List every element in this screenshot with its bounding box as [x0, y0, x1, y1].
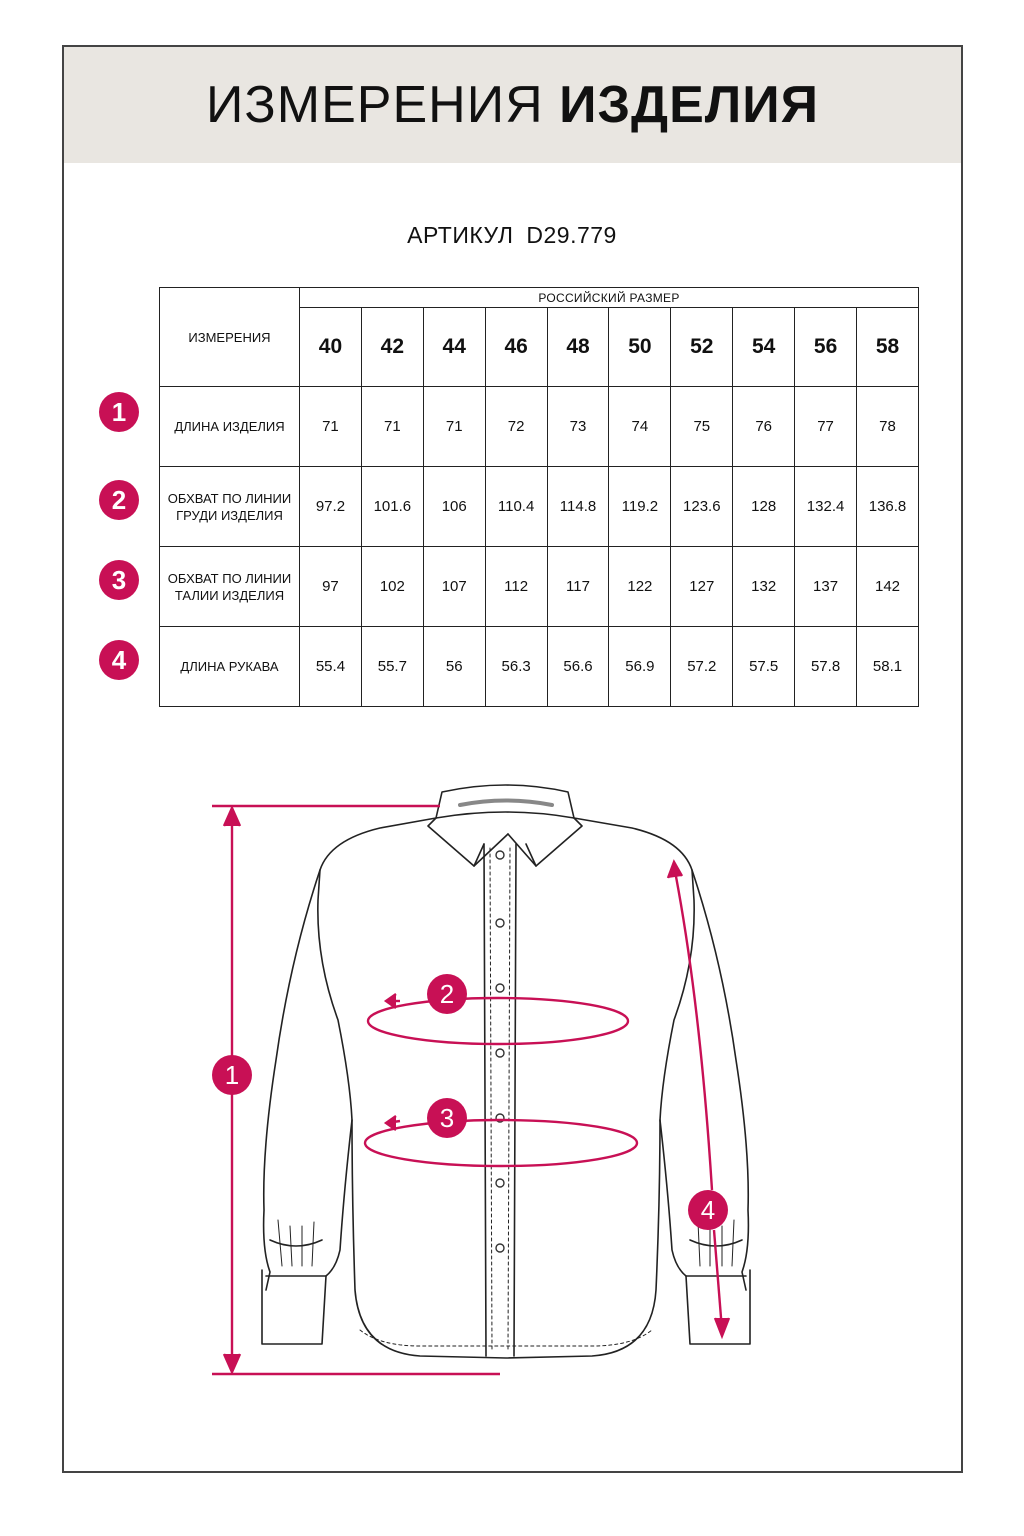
buttons: [496, 851, 504, 1252]
svg-text:3: 3: [439, 1103, 455, 1133]
value-cell: 74: [609, 387, 671, 467]
value-cell: 57.8: [795, 627, 857, 707]
marker-2-badge: [427, 974, 467, 1014]
row-number-badge: 2: [99, 480, 139, 520]
chest-indicator: [368, 994, 628, 1044]
value-cell: 127: [671, 547, 733, 627]
svg-text:2: 2: [439, 979, 455, 1009]
value-cell: 71: [361, 387, 423, 467]
title-bold: ИЗДЕЛИЯ: [559, 76, 819, 134]
value-cell: 136.8: [857, 467, 919, 547]
value-cell: 119.2: [609, 467, 671, 547]
size-header: РОССИЙСКИЙ РАЗМЕР: [300, 288, 919, 308]
size-header-cell: 42: [361, 308, 423, 387]
length-indicator: [212, 806, 500, 1374]
value-cell: 122: [609, 547, 671, 627]
marker-1-badge: [212, 1055, 252, 1095]
measurements-header: ИЗМЕРЕНИЯ: [160, 288, 300, 387]
value-cell: 137: [795, 547, 857, 627]
size-header-cell: 54: [733, 308, 795, 387]
value-cell: 128: [733, 467, 795, 547]
row-label: ОБХВАТ ПО ЛИНИИ ГРУДИ ИЗДЕЛИЯ: [160, 467, 300, 547]
value-cell: 55.7: [361, 627, 423, 707]
svg-text:1: 1: [224, 1060, 240, 1090]
value-cell: 101.6: [361, 467, 423, 547]
value-cell: 75: [671, 387, 733, 467]
size-header-cell: 58: [857, 308, 919, 387]
row-number-badge: 4: [99, 640, 139, 680]
value-cell: 73: [547, 387, 609, 467]
value-cell: 78: [857, 387, 919, 467]
row-number-badge: 1: [99, 392, 139, 432]
article-number: АРТИКУЛ D29.779: [407, 222, 617, 248]
value-cell: 58.1: [857, 627, 919, 707]
size-header-cell: 52: [671, 308, 733, 387]
value-cell: 57.2: [671, 627, 733, 707]
size-header-cell: 56: [795, 308, 857, 387]
value-cell: 107: [423, 547, 485, 627]
marker-3-badge: [427, 1098, 467, 1138]
size-header-cell: 46: [485, 308, 547, 387]
value-cell: 132.4: [795, 467, 857, 547]
value-cell: 97: [300, 547, 362, 627]
row-label: ОБХВАТ ПО ЛИНИИ ТАЛИИ ИЗДЕЛИЯ: [160, 547, 300, 627]
size-header-cell: 44: [423, 308, 485, 387]
value-cell: 71: [423, 387, 485, 467]
svg-text:4: 4: [700, 1195, 716, 1225]
value-cell: 55.4: [300, 627, 362, 707]
value-cell: 56.9: [609, 627, 671, 707]
value-cell: 56.3: [485, 627, 547, 707]
row-label: ДЛИНА РУКАВА: [160, 627, 300, 707]
value-cell: 112: [485, 547, 547, 627]
value-cell: 71: [300, 387, 362, 467]
waist-indicator: [365, 1116, 637, 1166]
value-cell: 142: [857, 547, 919, 627]
value-cell: 56: [423, 627, 485, 707]
value-cell: 77: [795, 387, 857, 467]
marker-4-badge: [688, 1190, 728, 1230]
value-cell: 123.6: [671, 467, 733, 547]
row-number-badge: 3: [99, 560, 139, 600]
value-cell: 117: [547, 547, 609, 627]
value-cell: 132: [733, 547, 795, 627]
value-cell: 114.8: [547, 467, 609, 547]
value-cell: 97.2: [300, 467, 362, 547]
size-header-cell: 40: [300, 308, 362, 387]
value-cell: 57.5: [733, 627, 795, 707]
value-cell: 102: [361, 547, 423, 627]
value-cell: 72: [485, 387, 547, 467]
value-cell: 106: [423, 467, 485, 547]
size-header-cell: 50: [609, 308, 671, 387]
value-cell: 56.6: [547, 627, 609, 707]
value-cell: 76: [733, 387, 795, 467]
title-light: ИЗМЕРЕНИЯ: [205, 76, 544, 134]
row-label: ДЛИНА ИЗДЕЛИЯ: [160, 387, 300, 467]
value-cell: 110.4: [485, 467, 547, 547]
size-header-cell: 48: [547, 308, 609, 387]
